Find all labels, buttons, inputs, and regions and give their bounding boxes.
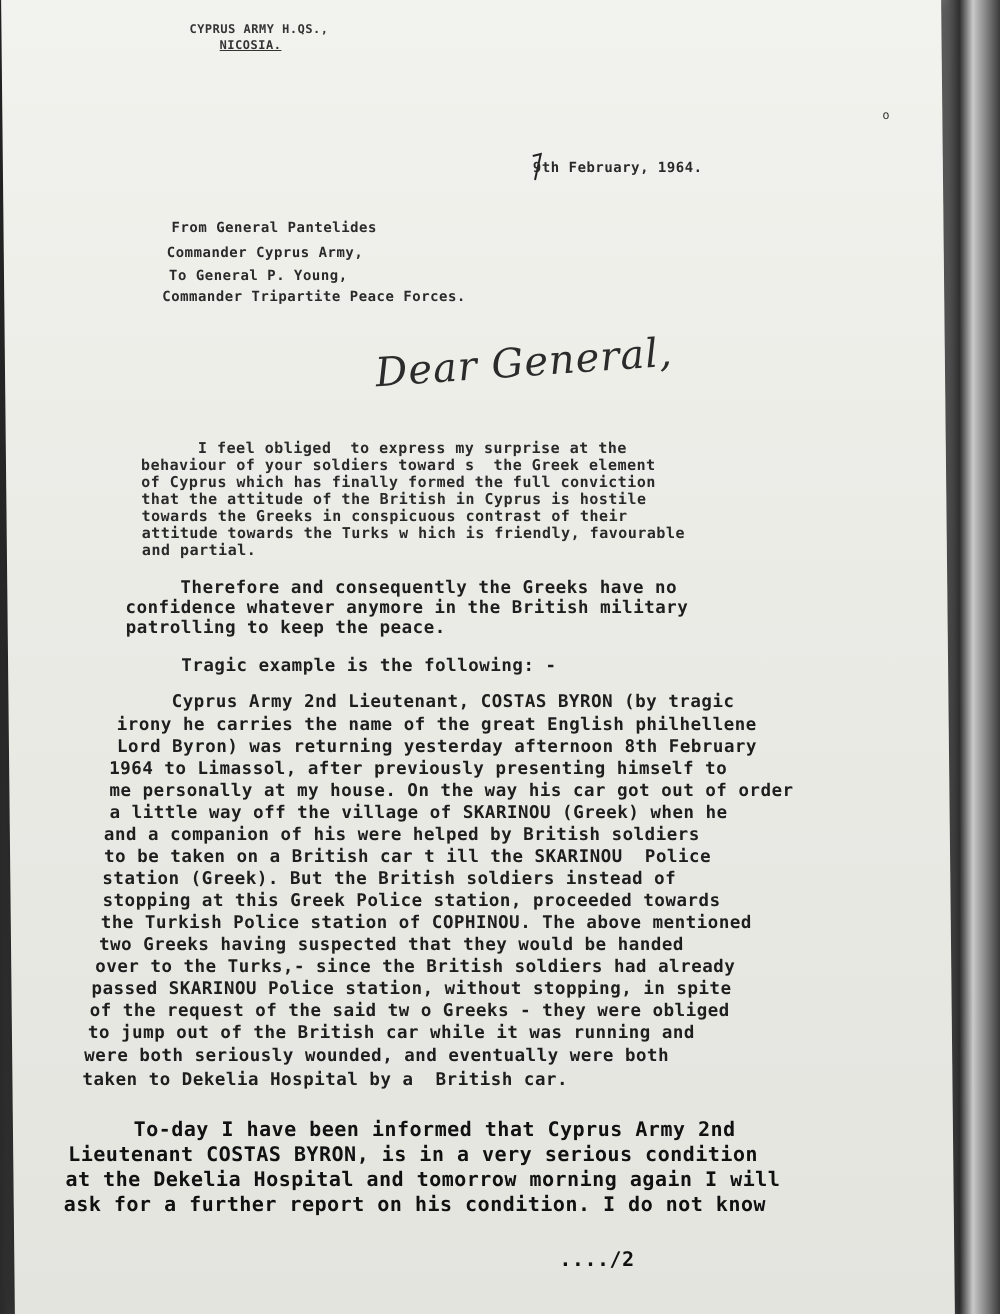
text-line: to be taken on a British car t ill the SKARINOU Police [103,847,712,867]
text-line: Lord Byron) was returning yesterday afternoon 8th February [116,737,758,757]
text-line: 1964 to Limassol, after previously presenting himself to [109,759,728,779]
text-line: of the request of the said tw o Greeks - they were obliged [89,1001,730,1021]
margin-mark: o [882,108,890,122]
text-line: at the Dekelia Hospital and tomorrow morning again I will [65,1167,781,1191]
text-line: of Cyprus which has finally formed the full conviction [141,473,656,491]
handwritten-salutation: Dear General, [373,329,675,397]
address-line: To General P. Young, [168,268,348,284]
text-line: irony he carries the name of the great English philhellene [116,715,757,735]
text-line: station (Greek). But the British soldiers instead of [102,869,677,889]
text-line: a little way off the village of SKARINOU (Greek) when he [109,803,728,823]
address-line: Commander Tripartite Peace Forces. [162,289,466,305]
text-line: two Greeks having suspected that they would be handed [98,935,685,955]
text-line: confidence whatever anymore in the British military [125,598,689,618]
text-line: Therefore and consequently the Greeks have no [125,578,678,598]
address-line: From General Pantelides [171,220,377,236]
paragraph-3: Tragic example is the following: - [125,656,557,676]
text-line: me personally at my house. On the way his car got out of order [109,781,794,801]
text-line: stopping at this Greek Police station, proceeded towards [102,891,721,911]
text-line: and partial. [141,541,257,559]
address-line: Commander Cyprus Army, [166,245,364,261]
letterhead-line-1: CYPRUS ARMY H.QS., [189,22,329,36]
text-line: the Turkish Police station of COPHINOU. The above mentioned [100,913,753,933]
text-line: attitude towards the Turks w hich is friendly, favourable [141,524,686,542]
text-line: Lieutenant COSTAS BYRON, is in a very serious condition [68,1142,759,1166]
text-line: Cyprus Army 2nd Lieutenant, COSTAS BYRON (by tragic [116,692,735,712]
text-line: and a companion of his were helped by British soldiers [103,825,700,845]
text-line: towards the Greeks in conspicuous contrast of their [141,507,628,525]
text-line: ask for a further report on his condition. I do not know [63,1192,767,1216]
text-line: behaviour of your soldiers toward s the Greek element [140,456,656,474]
page-continuation-marker: ..../2 [559,1247,635,1271]
text-line: patrolling to keep the peace. [125,618,446,638]
text-line: were both seriously wounded, and eventually were both [84,1046,670,1066]
text-line: that the attitude of the British in Cyprus is hostile [141,490,647,508]
text-line: over to the Turks,- since the British soldiers had already [95,957,736,977]
letter-date: 9th February, 1964. [532,160,703,176]
letterhead-line-2: NICOSIA. [219,38,282,52]
text-line: I feel obliged to express my surprise at the [140,439,627,457]
text-line: to jump out of the British car while it was running and [87,1023,696,1043]
text-line: To-day I have been informed that Cyprus Army 2nd [70,1117,736,1141]
text-line: taken to Dekelia Hospital by a British car. [82,1070,569,1090]
letter-page [1,0,955,1314]
text-line: passed SKARINOU Police station, without stopping, in spite [91,979,732,999]
